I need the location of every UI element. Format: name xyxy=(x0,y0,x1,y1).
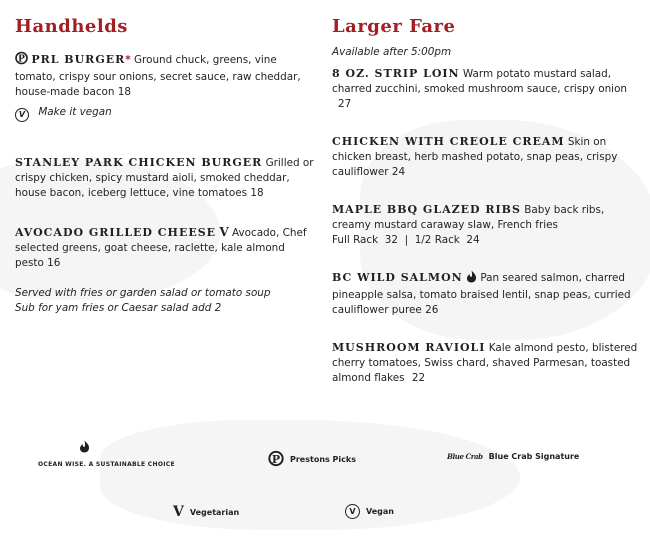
legend-prestons xyxy=(268,450,356,469)
item-star: * xyxy=(125,54,131,66)
item-name: 8 OZ. STRIP LOIN xyxy=(332,67,460,80)
item-name: BC WILD SALMON xyxy=(332,271,463,284)
legend-label: OCEAN WISE. A SUSTAINABLE CHOICE xyxy=(38,461,175,468)
legend-label: Blue Crab Signature xyxy=(488,452,580,461)
note-line: Sub for yam fries or Caesar salad add 2 xyxy=(15,302,222,314)
item-price: 18 xyxy=(250,187,264,199)
vegetarian-v-icon: V xyxy=(219,225,229,239)
menu-item xyxy=(15,155,315,201)
item-desc: Baby back ribs, creamy mustard caraway slaw, French fries xyxy=(332,204,605,231)
legend-label: Prestons Picks xyxy=(290,455,356,464)
menu-item xyxy=(332,340,642,386)
legend-vegetarian xyxy=(173,504,239,520)
item-price: 18 xyxy=(117,86,132,98)
vegetarian-v-icon: V xyxy=(173,504,184,520)
item-price: Full Rack 32 | 1/2 Rack 24 xyxy=(332,234,480,246)
vegan-option xyxy=(15,105,315,122)
legend-label: Vegan xyxy=(366,507,394,516)
item-price: 22 xyxy=(411,372,426,384)
item-name: PRL BURGER xyxy=(31,53,126,66)
legend-label: Vegetarian xyxy=(189,507,240,517)
item-name: STANLEY PARK CHICKEN BURGER xyxy=(15,156,263,169)
item-desc: Grilled or crispy chicken, spicy mustard aioli, smoked cheddar, house bacon, iceberg lettuce, vine tomatoes xyxy=(15,157,314,199)
availability-note: Available after 5:00pm xyxy=(332,46,452,58)
handhelds-section xyxy=(15,16,315,316)
legend-blue-crab xyxy=(447,452,579,461)
legend-ocean-wise xyxy=(38,447,175,468)
item-name: MUSHROOM RAVIOLI xyxy=(332,341,486,354)
ocean-wise-fish-icon xyxy=(79,440,90,455)
item-name: CHICKEN WITH CREOLE CREAM xyxy=(332,135,565,148)
item-desc: Kale almond pesto, blistered cherry tomatoes, Swiss chard, shaved Parmesan, toasted almond flakes xyxy=(332,342,638,384)
prestons-p-icon xyxy=(268,450,284,469)
svg-text:P: P xyxy=(18,54,25,65)
item-price: 16 xyxy=(47,257,61,269)
menu-item xyxy=(15,225,315,271)
item-desc: Pan seared salmon, charred pineapple salsa, tomato braised lentil, snap peas, curried cauliflower puree xyxy=(332,272,631,316)
item-price: 24 xyxy=(391,166,406,178)
item-price: 27 xyxy=(338,98,352,110)
item-desc: Ground chuck, greens, vine tomato, crispy sour onions, secret sauce, raw cheddar, house-made bacon xyxy=(15,54,301,98)
item-desc: Skin on chicken breast, herb mashed potato, snap peas, crispy cauliflower xyxy=(332,136,618,178)
svg-text:P: P xyxy=(271,452,281,466)
blue-crab-icon: Blue Crab xyxy=(447,452,483,461)
section-heading: Handhelds xyxy=(15,16,128,37)
item-name: MAPLE BBQ GLAZED RIBS xyxy=(332,203,521,216)
vegan-circle-icon: V xyxy=(345,504,360,519)
item-desc: Warm potato mustard salad, charred zucchini, smoked mushroom sauce, crispy onion xyxy=(332,68,628,95)
legend-vegan xyxy=(345,504,394,519)
sides-note xyxy=(15,286,315,316)
menu-item xyxy=(15,51,315,100)
menu-item xyxy=(332,202,642,248)
menu-item xyxy=(332,134,642,180)
section-heading: Larger Fare xyxy=(332,16,456,37)
menu-item xyxy=(332,66,642,112)
vegan-note: Make it vegan xyxy=(38,106,112,118)
note-line: Served with fries or garden salad or tomato soup xyxy=(15,287,271,299)
item-desc: Avocado, Chef selected greens, goat cheese, raclette, kale almond pesto xyxy=(15,227,307,269)
larger-fare-section xyxy=(332,16,642,386)
ocean-wise-fish-icon xyxy=(466,270,477,288)
vegan-circle-icon: V xyxy=(15,108,29,122)
item-price: 26 xyxy=(425,304,439,316)
item-name: AVOCADO GRILLED CHEESE xyxy=(15,226,217,239)
prestons-p-icon xyxy=(15,51,28,70)
menu-item xyxy=(332,270,642,318)
